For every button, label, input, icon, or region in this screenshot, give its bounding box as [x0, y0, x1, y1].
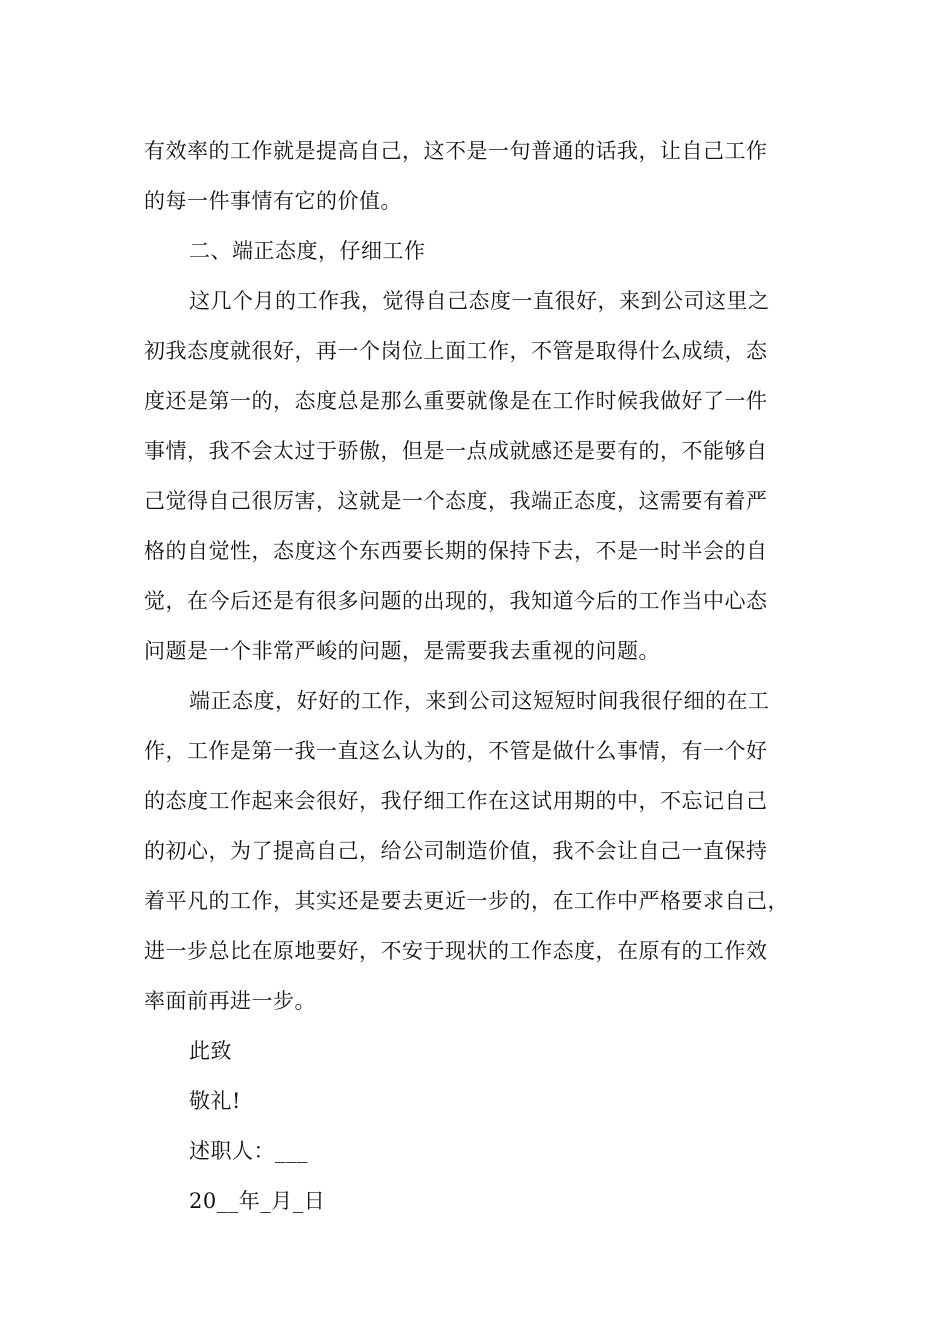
body-text-line: 端正态度，好好的工作，来到公司这短短时间我很仔细的在工 [189, 689, 770, 713]
closing-salutation: 此致 [189, 1039, 232, 1063]
body-text-line: 率面前再进一步。 [144, 989, 316, 1013]
date-line: 20__年_月_日 [189, 1189, 326, 1213]
body-text-line: 进一步总比在原地要好，不安于现状的工作态度，在原有的工作效 [144, 939, 768, 963]
body-text-line: 觉，在今后还是有很多问题的出现的，我知道今后的工作当中心态 [144, 589, 768, 613]
body-text-line: 格的自觉性，态度这个东西要长期的保持下去，不是一时半会的自 [144, 539, 768, 563]
closing-regards: 敬礼! [189, 1089, 241, 1113]
body-text-line: 事情，我不会太过于骄傲，但是一点成就感还是要有的，不能够自 [144, 439, 768, 463]
body-text-line: 度还是第一的，态度总是那么重要就像是在工作时候我做好了一件 [144, 389, 768, 413]
body-text-line: 的态度工作起来会很好，我仔细工作在这试用期的中，不忘记自己 [144, 789, 768, 813]
body-text-line: 初我态度就很好，再一个岗位上面工作，不管是取得什么成绩，态 [144, 339, 768, 363]
body-text-line: 着平凡的工作，其实还是要去更近一步的，在工作中严格要求自己， [144, 889, 789, 913]
body-text-line: 的每一件事情有它的价值。 [144, 189, 402, 213]
body-text-line: 这几个月的工作我，觉得自己态度一直很好，来到公司这里之 [189, 289, 770, 313]
body-text-line: 己觉得自己很厉害，这就是一个态度，我端正态度，这需要有着严 [144, 489, 768, 513]
signature-line: 述职人：___ [189, 1139, 308, 1163]
section-heading: 二、端正态度，仔细工作 [189, 239, 426, 263]
body-text-line: 的初心，为了提高自己，给公司制造价值，我不会让自己一直保持 [144, 839, 768, 863]
body-text-line: 有效率的工作就是提高自己，这不是一句普通的话我，让自己工作 [144, 139, 768, 163]
body-text-line: 作，工作是第一我一直这么认为的，不管是做什么事情，有一个好 [144, 739, 768, 763]
body-text-line: 问题是一个非常严峻的问题，是需要我去重视的问题。 [144, 639, 660, 663]
